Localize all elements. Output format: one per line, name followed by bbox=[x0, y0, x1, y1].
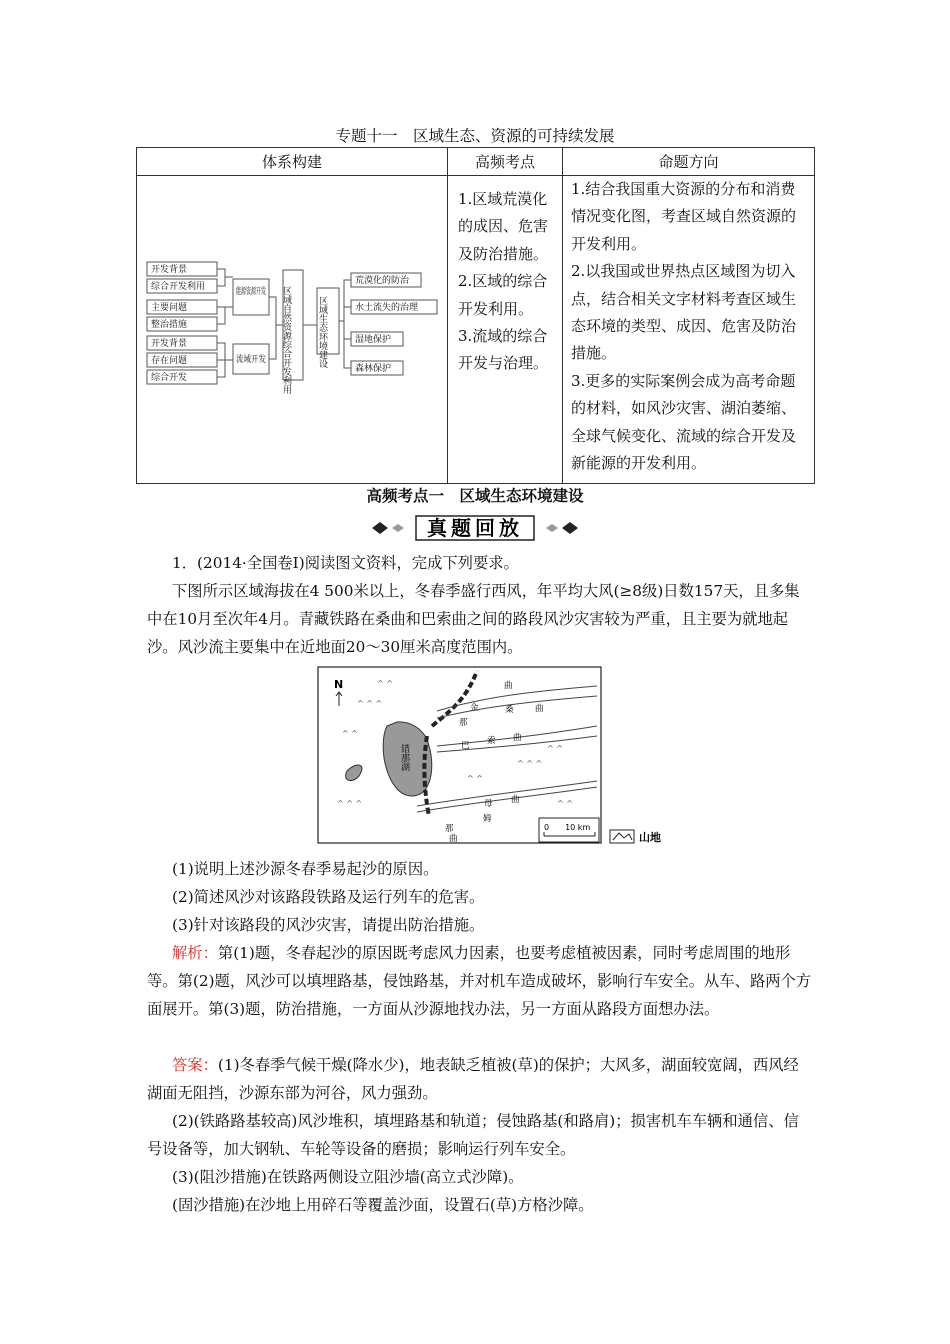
svg-text:流域开发: 流域开发 bbox=[236, 354, 273, 364]
answer-3: (3)(阻沙措施)在铁路两侧设立阻沙墙(高立式沙障)。 bbox=[172, 1168, 524, 1186]
point-item: 1.区域荒漠化的成因、危害及防治措施。 bbox=[458, 190, 549, 263]
diamond-icon bbox=[562, 522, 578, 534]
direction-item: 1.结合我国重大资源的分布和消费情况变化图，考查区域自然资源的开发利用。 bbox=[571, 180, 797, 253]
svg-text:^ ^: ^ ^ bbox=[557, 799, 573, 808]
section-title: 高频考点一 区域生态环境建设 bbox=[366, 486, 584, 505]
svg-text:整治措施: 整治措施 bbox=[151, 319, 188, 329]
page-title: 专题十一 区域生态、资源的可持续发展 bbox=[335, 127, 615, 145]
svg-text:索: 索 bbox=[487, 736, 496, 746]
system-diagram-cell bbox=[137, 176, 448, 484]
diamond-icon bbox=[392, 524, 404, 532]
svg-text:^ ^ ^: ^ ^ ^ bbox=[517, 759, 543, 768]
svg-text:那: 那 bbox=[459, 718, 468, 728]
answer-text: (1)冬春季气候干燥(降水少)，地表缺乏植被(草)的保护；大风多，湖面较宽阔，西风经湖面无阻挡，沙源东部为河谷，风力强劲。 bbox=[147, 1056, 799, 1102]
lake-label: 错那湖 bbox=[399, 744, 409, 771]
svg-text:曲: 曲 bbox=[535, 704, 544, 714]
header-points: 高频考点 bbox=[448, 148, 563, 176]
sub-question: (1)说明上述沙源冬春季易起沙的原因。 bbox=[172, 860, 439, 878]
sub-question: (3)针对该路段的风沙灾害，请提出防治措施。 bbox=[172, 916, 485, 934]
analysis bbox=[147, 939, 812, 1023]
north-label: N bbox=[334, 678, 344, 691]
svg-text:曲: 曲 bbox=[513, 733, 522, 743]
analysis-text: 第(1)题，冬春起沙的原因既考虑风力因素，也要考虑植被因素，同时考虑周围的地形等。第(2)题，风沙可以填埋路基，侵蚀路基，并对机车造成破坏，影响行车安全。从车、路两个方面展开。第(3)题，防治措施，一方面从沙源地找办法，另一方面从路段方面想办法。 bbox=[147, 944, 812, 1018]
svg-text:那: 那 bbox=[445, 824, 454, 834]
svg-text:金: 金 bbox=[470, 703, 479, 713]
svg-text:区域自然资源综合开发利用: 区域自然资源综合开发利用 bbox=[282, 286, 292, 394]
svg-text:姆: 姆 bbox=[483, 814, 492, 824]
point-item: 2.区域的综合开发利用。 bbox=[458, 272, 548, 318]
svg-text:桑: 桑 bbox=[505, 705, 514, 715]
svg-text:^ ^: ^ ^ bbox=[377, 679, 393, 688]
eco-box bbox=[317, 288, 339, 369]
svg-text:综合开发利用: 综合开发利用 bbox=[151, 281, 206, 291]
left-box bbox=[147, 317, 217, 331]
banner-text: 真题回放 bbox=[427, 516, 523, 540]
overview-table bbox=[136, 147, 815, 484]
left-box bbox=[147, 279, 217, 293]
analysis-label: 解析： bbox=[172, 944, 218, 962]
svg-text:^ ^: ^ ^ bbox=[547, 744, 563, 753]
mid-box-energy bbox=[233, 279, 291, 315]
svg-text:曲: 曲 bbox=[511, 795, 520, 805]
svg-text:^ ^: ^ ^ bbox=[342, 729, 358, 738]
diamond-icon bbox=[546, 524, 558, 532]
banner bbox=[370, 514, 580, 542]
header-directions: 命题方向 bbox=[563, 148, 815, 176]
svg-text:开发背景: 开发背景 bbox=[151, 338, 188, 348]
direction-item: 2.以我国或世界热点区域图为切入点，结合相关文字材料考查区域生态环境的类型、成因、危害及防治措施。 bbox=[571, 262, 797, 363]
svg-text:能源资源开发: 能源资源开发 bbox=[236, 286, 291, 296]
directions-cell bbox=[563, 176, 815, 484]
answer-label: 答案： bbox=[172, 1056, 218, 1074]
svg-text:^ ^ ^: ^ ^ ^ bbox=[357, 699, 383, 708]
map-figure bbox=[317, 666, 702, 846]
svg-text:荒漠化的防治: 荒漠化的防治 bbox=[355, 275, 410, 285]
svg-text:森林保护: 森林保护 bbox=[355, 363, 392, 373]
svg-text:巴: 巴 bbox=[461, 741, 470, 751]
diamond-icon bbox=[372, 522, 388, 534]
scale-text: 0 10 km bbox=[544, 823, 591, 832]
left-box bbox=[147, 370, 217, 384]
svg-text:开发背景: 开发背景 bbox=[151, 264, 188, 274]
svg-text:母: 母 bbox=[484, 799, 493, 809]
right-box bbox=[351, 300, 437, 314]
answer-4: (固沙措施)在沙地上用碎石等覆盖沙面，设置石(草)方格沙障。 bbox=[172, 1196, 594, 1214]
left-box bbox=[147, 262, 217, 276]
svg-text:^ ^ ^: ^ ^ ^ bbox=[337, 799, 363, 808]
question-text: 下图所示区域海拔在4 500米以上，冬春季盛行西风，年平均大风(≥8级)日数157天，且多集中在10月至次年4月。青藏铁路在桑曲和巴索曲之间的路段风沙灾害较为严重，且主要为就地起沙。风沙流主要集中在近地面20～30厘米高度范围内。 bbox=[147, 582, 800, 656]
center-box bbox=[282, 270, 304, 395]
system-diagram bbox=[137, 176, 447, 477]
answer-2: (2)(铁路路基较高)风沙堆积，填埋路基和轨道；侵蚀路基(和路肩)；损害机车车辆和通信、信号设备等，加大钢轨、车轮等设备的磨损；影响运行列车安全。 bbox=[147, 1112, 799, 1158]
left-box bbox=[147, 300, 217, 314]
svg-text:区域生态环境建设: 区域生态环境建设 bbox=[318, 296, 328, 368]
svg-text:湿地保护: 湿地保护 bbox=[355, 334, 392, 344]
point-item: 3.流域的综合开发与治理。 bbox=[458, 327, 549, 373]
right-box bbox=[351, 273, 421, 287]
svg-text:综合开发: 综合开发 bbox=[151, 372, 188, 382]
mid-box-basin bbox=[233, 344, 273, 374]
answer-1 bbox=[147, 1051, 812, 1107]
left-box bbox=[147, 353, 217, 367]
legend-label: 山地 bbox=[639, 831, 661, 844]
svg-text:曲: 曲 bbox=[504, 681, 513, 691]
question-intro: 1．(2014·全国卷Ⅰ)阅读图文资料，完成下列要求。 bbox=[172, 554, 519, 572]
svg-text:存在问题: 存在问题 bbox=[151, 355, 188, 365]
header-system: 体系构建 bbox=[137, 148, 448, 176]
points-cell bbox=[448, 176, 563, 484]
sub-question: (2)简述风沙对该路段铁路及运行列车的危害。 bbox=[172, 888, 485, 906]
svg-text:^ ^: ^ ^ bbox=[467, 774, 483, 783]
svg-text:水土流失的治理: 水土流失的治理 bbox=[355, 302, 419, 312]
svg-text:主要问题: 主要问题 bbox=[151, 302, 188, 312]
svg-text:曲: 曲 bbox=[449, 834, 458, 844]
right-box bbox=[351, 332, 403, 346]
left-box bbox=[147, 336, 217, 350]
right-box bbox=[351, 361, 403, 375]
direction-item: 3.更多的实际案例会成为高考命题的材料，如风沙灾害、湖泊萎缩、全球气候变化、流域的综合开发及新能源的开发利用。 bbox=[571, 371, 797, 473]
